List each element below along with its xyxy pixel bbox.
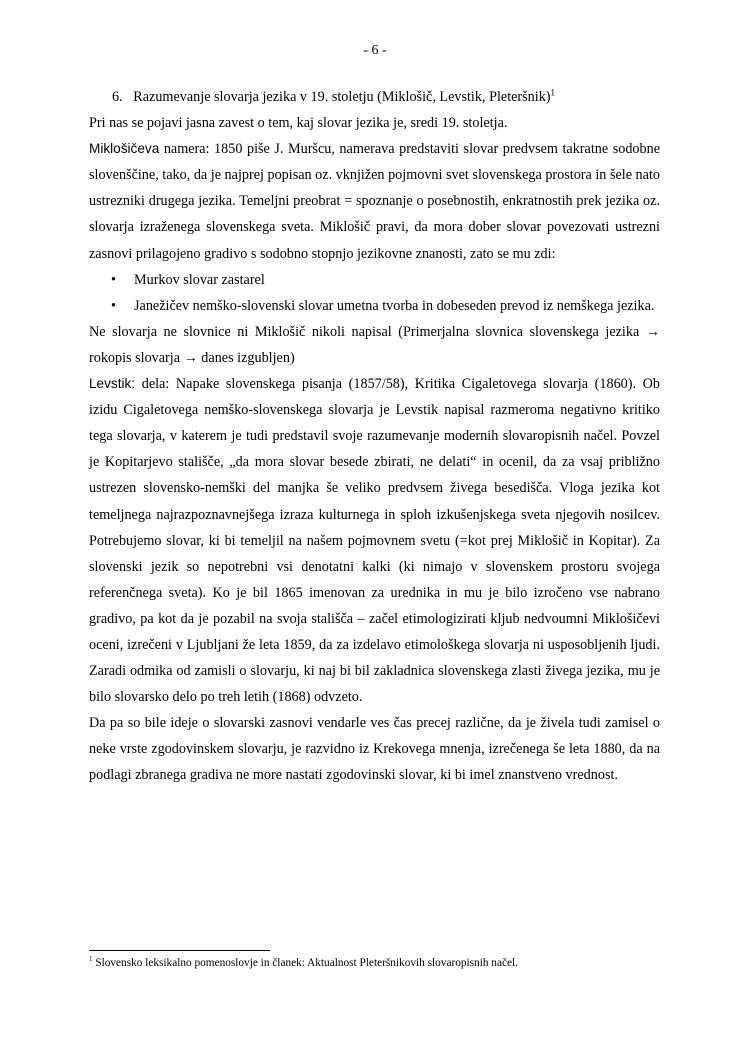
footnote-text: Slovensko leksikalno pomenoslovje in članek: Aktualnost Pleteršnikovih slovaropisnih načel. bbox=[92, 957, 518, 969]
document-body bbox=[89, 84, 660, 789]
footnote-divider bbox=[89, 950, 270, 951]
footnote bbox=[89, 955, 689, 971]
intro-paragraph: Pri nas se pojavi jasna zavest o tem, kaj slovar jezika je, sredi 19. stoletja. bbox=[89, 115, 508, 132]
list-item bbox=[89, 267, 660, 293]
levstik-paragraph bbox=[89, 371, 660, 710]
list-item-text: Janežičev nemško-slovenski slovar umetna tvorba in dobeseden prevod iz nemškega jezika. bbox=[134, 297, 655, 314]
list-item bbox=[89, 293, 660, 319]
bullet-icon: • bbox=[111, 297, 116, 314]
footnote-marker: 1 bbox=[89, 955, 93, 964]
miklosic-paragraph bbox=[89, 136, 660, 266]
heading-number: 6. bbox=[112, 89, 123, 105]
levstik-text: dela: Napake slovenskega pisanja (1857/58), Kritika Cigaletovega slovarja (1860). Ob izidu Cigaletovega nemško-slovenskega slovarja je Levstik napisal razmeroma negativno kritiko tega slovarja, v katerem je tudi predstavil svoje razumevanje modernih slovaropisnih načel. Povzel je Kopitarjevo stališče, „da mora slovar besede zbirati, ne delati“ in ocenil, da za vsaj približno ustrezen slovensko-nemški del manjka še veliko predvsem živega besedišča. Vloga jezika kot temeljnega najrazpoznavnejšega izraza kulturnega in sploh izkušenjskega sveta njegovih nosilcev. Potrebujemo slovar, ki bi temeljil na našem pojmovnem svetu (=kot prej Miklošič in Kopitar). Za slovenski jezik so nepotrebni vsi denotatni kalki (ki nimajo v slovenskem prostoru svojega referenčnega sveta). Ko je bil 1865 imenovan za urednika in mu je bilo izročeno vse nabrano gradivo, pa kot da je pozabil na svoja stališča – začel etimologizirati kljub nedvoumni Miklošičevi oceni, izrečeni v Ljubljani že leta 1859, da za izdelavo etimološkega slovarja ni usposobljenih ljudi. Zaradi odmika od zamisli o slovarju, ki naj bi bil zakladnica slovenskega zlasti živega jezika, mu je bilo slovarsko delo po treh letih (1868) odvzeto. bbox=[89, 376, 660, 706]
never-wrote-paragraph: Ne slovarja ne slovnice ni Miklošič nikoli napisal (Primerjalna slovnica slovenskega jezika → rokopis slovarja → danes izgubljen) bbox=[89, 323, 660, 366]
heading-text: Razumevanje slovarja jezika v 19. stoletju (Miklošič, Levstik, Pleteršnik) bbox=[133, 89, 551, 105]
list-item-text: Murkov slovar zastarel bbox=[134, 271, 265, 288]
heading-footnote-ref[interactable]: 1 bbox=[550, 87, 556, 98]
section-heading bbox=[89, 84, 660, 110]
miklosic-label: Miklošičeva bbox=[89, 141, 160, 157]
bullet-list bbox=[89, 267, 660, 319]
miklosic-text: namera: 1850 piše J. Muršcu, namerava predstaviti slovar predvsem takratne sodobne slovenščine, tako, da je najprej popisan oz. vknjižen pojmovni svet slovenskega prostora in šele nato ustrezniki drugega jezika. Temeljni preobrat = spoznanje o posebnostih, enkratnostih prek jezika oz. slovarja izraženega slovenskega sveta. Miklošič pravi, da mora dober slovar povezovati ustrezni zasnovi prilagojeno gradivo s sodobno stopnjo jezikovne znanosti, zato se mu zdi: bbox=[89, 141, 660, 262]
page-number: - 6 - bbox=[363, 43, 387, 58]
closing-paragraph: Da pa so bile ideje o slovarski zasnovi vendarle ves čas precej različne, da je živela tudi zamisel o neke vrste zgodovinskem slovarju, je razvidno iz Krekovega mnenja, izrečenega še leta 1880, da na podlagi zbranega gradiva ne more nastati zgodovinski slovar, ki bi imel znanstveno vrednost. bbox=[89, 715, 660, 784]
levstik-label: Levstik: bbox=[89, 376, 136, 392]
bullet-icon: • bbox=[111, 271, 116, 288]
